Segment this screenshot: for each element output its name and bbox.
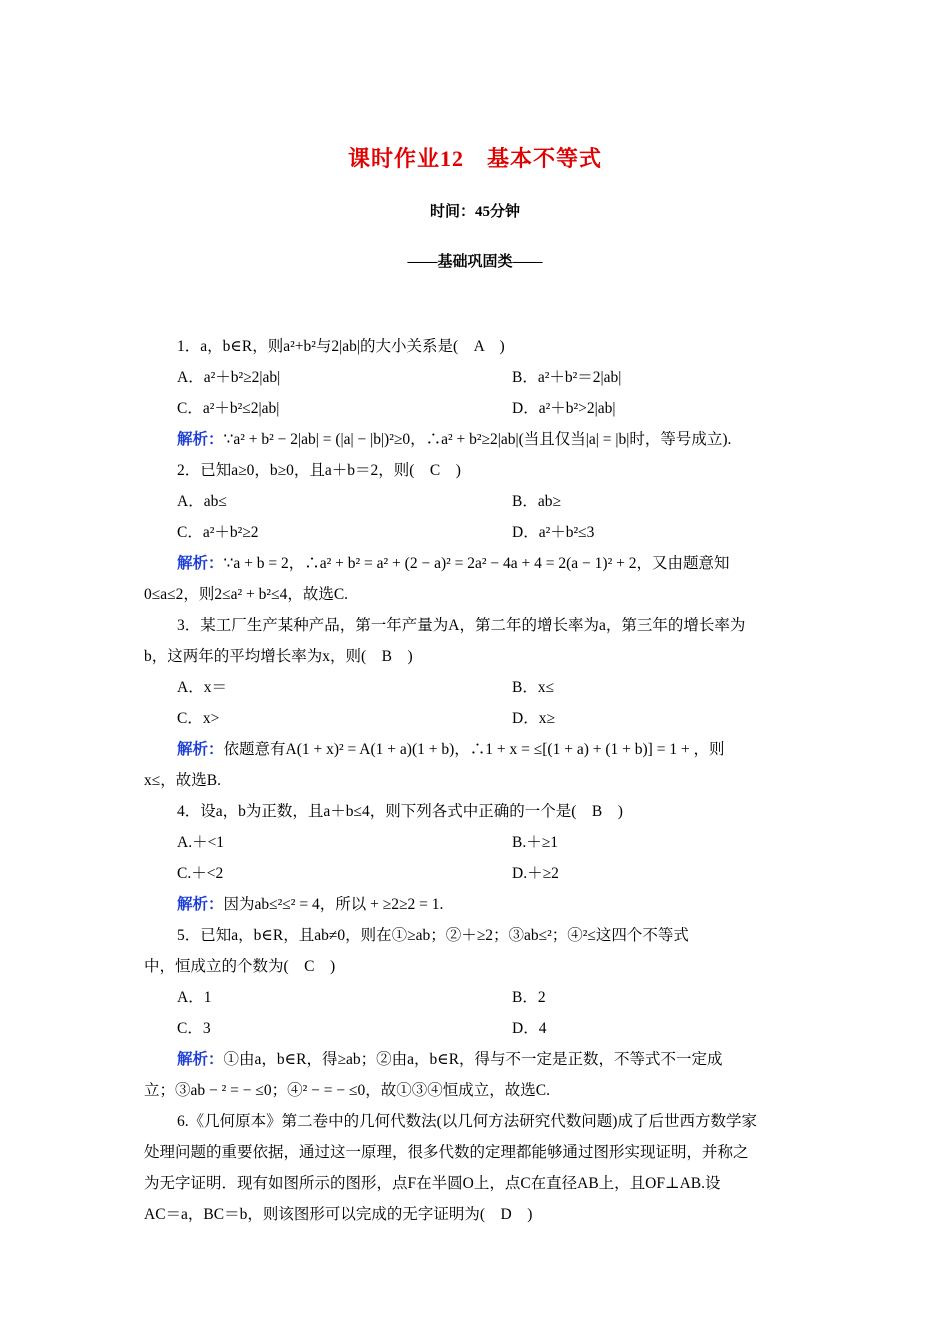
question-4-option-b: B.＋≥1 (512, 834, 558, 851)
question-5-options-row-2 (144, 1013, 808, 1044)
question-2-option-d: D．a²＋b²≤3 (512, 524, 595, 541)
question-2-option-b: B．ab≥ (512, 493, 561, 510)
question-4-options-row-2 (144, 858, 808, 889)
question-3-solution-cont: x≤，故选B. (144, 772, 221, 789)
question-3-solution (144, 734, 808, 765)
question-1-stem: 1．a，b∈R，则a²+b²与2|ab|的大小关系是( A ) (177, 338, 505, 355)
question-5-stem: 5．已知a，b∈R，且ab≠0，则在①≥ab；②＋≥2；③ab≤²；④²≤这四个不等式 (177, 927, 689, 944)
solution-text: ①由a，b∈R，得≥ab；②由a，b∈R，得与不一定是正数，不等式不一定成 (223, 1051, 723, 1068)
solution-text: ∵a + b = 2，∴a² + b² = a² + (2 − a)² = 2a² − 4a + 4 = 2(a − 1)² + 2，又由题意知 (223, 555, 730, 572)
question-2-option-c: C．a²＋b²≥2 (177, 524, 259, 541)
question-4-options-row-1 (144, 827, 808, 858)
question-6-stem-cont-2: 为无字证明．现有如图所示的图形，点F在半圆O上，点C在直径AB上，且OF⊥AB.设 (144, 1175, 721, 1192)
question-4-solution (144, 889, 808, 920)
question-1-solution (144, 424, 808, 455)
question-5-stem-cont: 中，恒成立的个数为( C ) (144, 958, 336, 975)
question-2-solution (144, 548, 808, 579)
question-3-stem: 3．某工厂生产某种产品，第一年产量为A，第二年的增长率为a，第三年的增长率为 (177, 617, 746, 634)
question-5-solution (144, 1044, 808, 1075)
time-limit: 时间：45分钟 (429, 204, 520, 220)
question-4-option-d: D.＋≥2 (512, 865, 559, 882)
question-5-option-b: B．2 (512, 989, 546, 1006)
question-1-option-d: D．a²＋b²>2|ab| (512, 400, 616, 417)
question-4-stem: 4．设a，b为正数，且a＋b≤4，则下列各式中正确的一个是( B ) (177, 803, 623, 820)
question-1-options-row-1 (144, 362, 808, 393)
question-4-option-a: A.＋<1 (177, 834, 225, 851)
question-3-options-row-1 (144, 672, 808, 703)
solution-text: ∵a² + b² − 2|ab| = (|a| − |b|)²≥0，∴a² + b²≥2|ab|(当且仅当|a| = |b|时，等号成立). (223, 431, 732, 448)
solution-label: 解析： (177, 431, 224, 448)
page-title: 课时作业12 基本不等式 (347, 146, 602, 171)
question-2-option-a: A．ab≤ (177, 493, 227, 510)
question-5-option-c: C．3 (177, 1020, 211, 1037)
question-1-options-row-2 (144, 393, 808, 424)
solution-label: 解析： (177, 555, 224, 572)
solution-label: 解析： (177, 741, 224, 758)
question-3-option-a: A．x＝ (177, 679, 227, 696)
question-3-stem-cont: b，这两年的平均增长率为x，则( B ) (144, 648, 413, 665)
question-6-stem: 6.《几何原本》第二卷中的几何代数法(以几何方法研究代数问题)成了后世西方数学家 (177, 1113, 757, 1130)
question-list (144, 331, 808, 1230)
question-1-option-b: B．a²＋b²＝2|ab| (512, 369, 622, 386)
question-2-solution-cont: 0≤a≤2，则2≤a² + b²≤4，故选C. (144, 586, 349, 603)
question-3-option-b: B．x≤ (512, 679, 555, 696)
question-5-solution-cont: 立；③ab − ² = − ≤0；④² − = − ≤0，故①③④恒成立，故选C. (144, 1082, 550, 1099)
solution-text: 依题意有A(1 + x)² = A(1 + a)(1 + b)，∴1 + x = ≤[(1 + a) + (1 + b)] = 1 + ，则 (223, 741, 725, 758)
question-3-option-d: D．x≥ (512, 710, 555, 727)
question-5-options-row-1 (144, 982, 808, 1013)
question-2-stem: 2．已知a≥0，b≥0，且a＋b＝2，则( C ) (177, 462, 461, 479)
question-5-option-d: D．4 (512, 1020, 547, 1037)
question-5-option-a: A．1 (177, 989, 212, 1006)
question-1-option-c: C．a²＋b²≤2|ab| (177, 400, 280, 417)
question-4-option-c: C.＋<2 (177, 865, 224, 882)
question-6-stem-cont-1: 处理问题的重要依据，通过这一原理，很多代数的定理都能够通过图形实现证明，并称之 (144, 1144, 749, 1161)
question-3-options-row-2 (144, 703, 808, 734)
question-2-options-row-1 (144, 486, 808, 517)
section-heading: ——基础巩固类—— (407, 254, 543, 270)
question-6-stem-cont-3: AC＝a，BC＝b，则该图形可以完成的无字证明为( D ) (144, 1206, 533, 1223)
solution-label: 解析： (177, 896, 224, 913)
question-3-option-c: C．x> (177, 710, 220, 727)
solution-label: 解析： (177, 1051, 224, 1068)
question-2-options-row-2 (144, 517, 808, 548)
solution-text: 因为ab≤²≤² = 4，所以 + ≥2≥2 = 1. (223, 896, 444, 913)
question-1-option-a: A．a²＋b²≥2|ab| (177, 369, 281, 386)
